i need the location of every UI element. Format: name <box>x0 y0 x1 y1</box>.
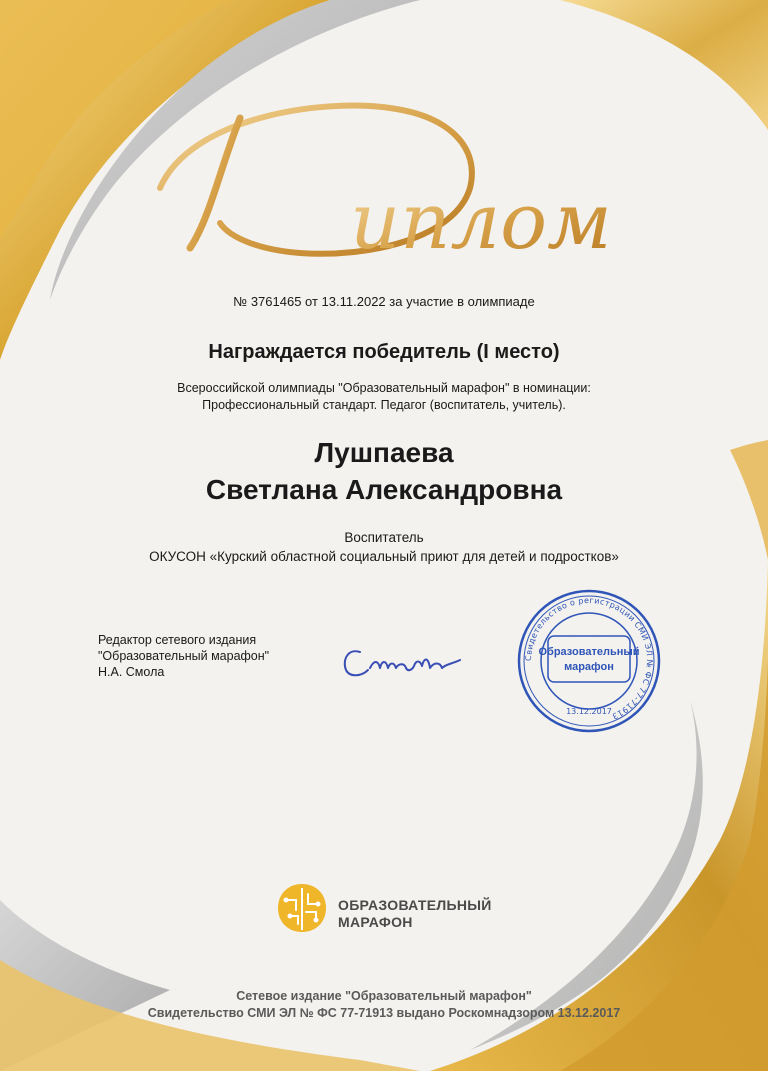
job-title: Воспитатель <box>344 530 424 545</box>
editor-line-2: "Образовательный марафон" <box>98 649 270 663</box>
olympiad-description <box>0 380 768 414</box>
recipient-name <box>0 434 768 508</box>
brand-logo-line-1: ОБРАЗОВАТЕЛЬНЫЙ <box>338 897 492 913</box>
stamp-center-line-2: марафон <box>564 661 614 673</box>
svg-text:иплом: иплом <box>350 177 612 267</box>
award-heading: Награждается победитель (I место) <box>208 341 560 363</box>
footer-line-1: Сетевое издание "Образовательный марафон" <box>236 989 532 1003</box>
editor-line-3: Н.А. Смола <box>98 665 165 679</box>
footer <box>0 988 768 1022</box>
diploma-title-artwork <box>150 78 630 268</box>
recipient-surname: Лушпаева <box>314 437 454 468</box>
organization-name: ОКУСОН «Курский областной социальный приют для детей и подростков» <box>149 549 619 564</box>
stamp-date: 13.12.2017 <box>566 707 612 716</box>
stamp-ring-text: Свидетельство о регистрации СМИ ЭЛ № ФС 77-71913 <box>523 595 655 721</box>
brand-logo-line-2: МАРАФОН <box>338 914 413 930</box>
svg-text:Свидетельство о регистрации СМ <box>524 596 654 721</box>
footer-line-2: Свидетельство СМИ ЭЛ № ФС 77-71913 выдано Роскомнадзором 13.12.2017 <box>147 1006 621 1020</box>
diploma-number-line: № 3761465 от 13.11.2022 за участие в олимпиаде <box>233 294 535 309</box>
signature-image <box>338 638 468 686</box>
brain-logo-icon <box>274 880 330 936</box>
olympiad-line-1: Всероссийской олимпиады "Образовательный марафон" в номинации: <box>177 381 591 395</box>
olympiad-line-2: Профессиональный стандарт. Педагог (воспитатель, учитель). <box>202 398 566 412</box>
editor-line-1: Редактор сетевого издания <box>98 633 257 647</box>
stamp-center-line-1: Образовательный <box>538 646 640 658</box>
recipient-given-names: Светлана Александровна <box>205 474 563 505</box>
editor-block <box>98 632 269 680</box>
official-stamp <box>516 588 662 734</box>
brand-logo-text <box>338 897 492 931</box>
recipient-position <box>0 528 768 566</box>
